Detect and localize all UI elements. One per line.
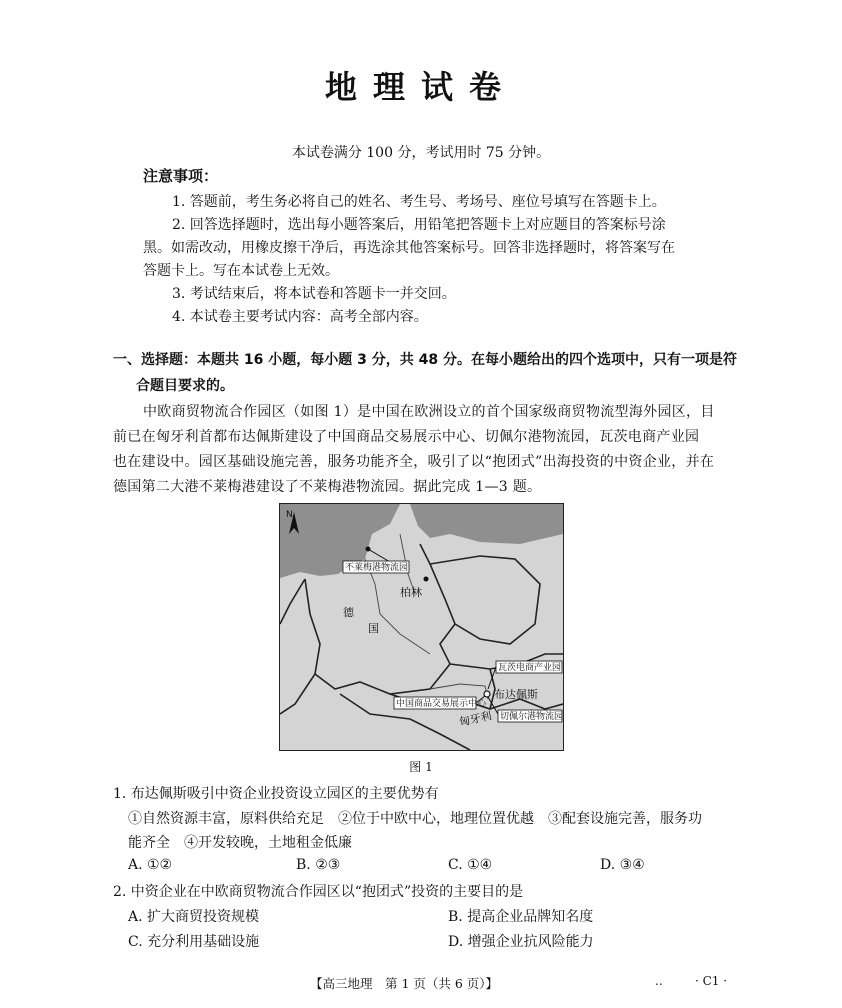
notice-line: 4. 本试卷主要考试内容：高考全部内容。 [172, 309, 428, 325]
question-1-stem: 1. 布达佩斯吸引中资企业投资设立园区的主要优势有 [113, 786, 439, 802]
bremen-marker [366, 547, 371, 552]
notice-line: 黑。如需改动，用橡皮擦干净后，再选涂其他答案标号。回答非选择题时，将答案写在 [143, 240, 675, 256]
question-2-option-c: C. 充分利用基础设施 [128, 934, 260, 950]
paper-title: 地理试卷 [324, 68, 517, 106]
section-heading: 一、选择题：本题共 16 小题，每小题 3 分，共 48 分。在每小题给出的四个选项中，只有一项是符 [113, 352, 737, 368]
hungary-label: 匈牙利 [457, 709, 493, 729]
notice-heading: 注意事项： [143, 167, 219, 185]
figure-map [279, 503, 564, 751]
question-2-option-d: D. 增强企业抗风险能力 [448, 934, 594, 950]
question-1-option-a: A. ①② [128, 857, 173, 873]
budapest-label: 布达佩斯 [494, 688, 538, 701]
germany-label-2: 国 [368, 622, 379, 635]
csepel-label: 切佩尔港物流园 [500, 712, 563, 722]
notice-line: 1. 答题前，考生务必将自己的姓名、考生号、考场号、座位号填写在答题卡上。 [172, 194, 666, 210]
question-1-statements: ①自然资源丰富，原料供给充足 ②位于中欧中心，地理位置优越 ③配套设施完善，服务功 [128, 811, 702, 827]
passage-line: 德国第二大港不莱梅港建设了不莱梅港物流园。据此完成 1—3 题。 [113, 479, 542, 495]
footer-dots: .. [655, 974, 663, 988]
figure-caption: 图 1 [409, 760, 433, 774]
question-2-option-b: B. 提高企业品牌知名度 [448, 909, 594, 925]
paper-code: · C1 · [695, 974, 728, 988]
paper-subtitle: 本试卷满分 100 分，考试用时 75 分钟。 [291, 145, 551, 161]
question-2-stem: 2. 中资企业在中欧商贸物流合作园区以“抱团式”投资的主要目的是 [113, 884, 524, 900]
notice-line: 3. 考试结束后，将本试卷和答题卡一并交回。 [172, 286, 456, 302]
map-svg [280, 504, 563, 750]
notice-line: 答题卡上。写在本试卷上无效。 [143, 263, 339, 279]
question-1-statements-cont: 能齐全 ④开发较晚，土地租金低廉 [128, 835, 352, 851]
notice-line: 2. 回答选择题时，选出每小题答案后，用铅笔把答题卡上对应题目的答案标号涂 [172, 217, 666, 233]
passage-line: 中欧商贸物流合作园区（如图 1）是中国在欧洲设立的首个国家级商贸物流型海外园区，目 [143, 404, 715, 420]
vac-label: 瓦茨电商产业园 [498, 663, 562, 673]
question-1-option-b: B. ②③ [296, 857, 341, 873]
berlin-label: 柏林 [400, 586, 422, 599]
page-footer: 【高三地理 第 1 页（共 6 页）】 [310, 976, 499, 991]
passage-line: 也在建设中。园区基础设施完善，服务功能齐全，吸引了以“抱团式”出海投资的中资企业，并在 [113, 454, 715, 470]
expo-label: 中国商品交易展示中心 [396, 699, 487, 709]
question-2-option-a: A. 扩大商贸投资规模 [128, 909, 260, 925]
germany-label-1: 德 [343, 606, 354, 619]
berlin-marker [424, 577, 429, 582]
north-label: N [286, 510, 293, 520]
bremen-label: 不莱梅港物流园 [345, 563, 409, 573]
question-1-option-c: C. ①④ [448, 857, 493, 873]
section-heading-cont: 合题目要求的。 [136, 378, 234, 394]
question-1-option-d: D. ③④ [600, 857, 645, 873]
passage-line: 前已在匈牙利首都布达佩斯建设了中国商品交易展示中心、切佩尔港物流园，瓦茨电商产业园 [113, 429, 700, 445]
